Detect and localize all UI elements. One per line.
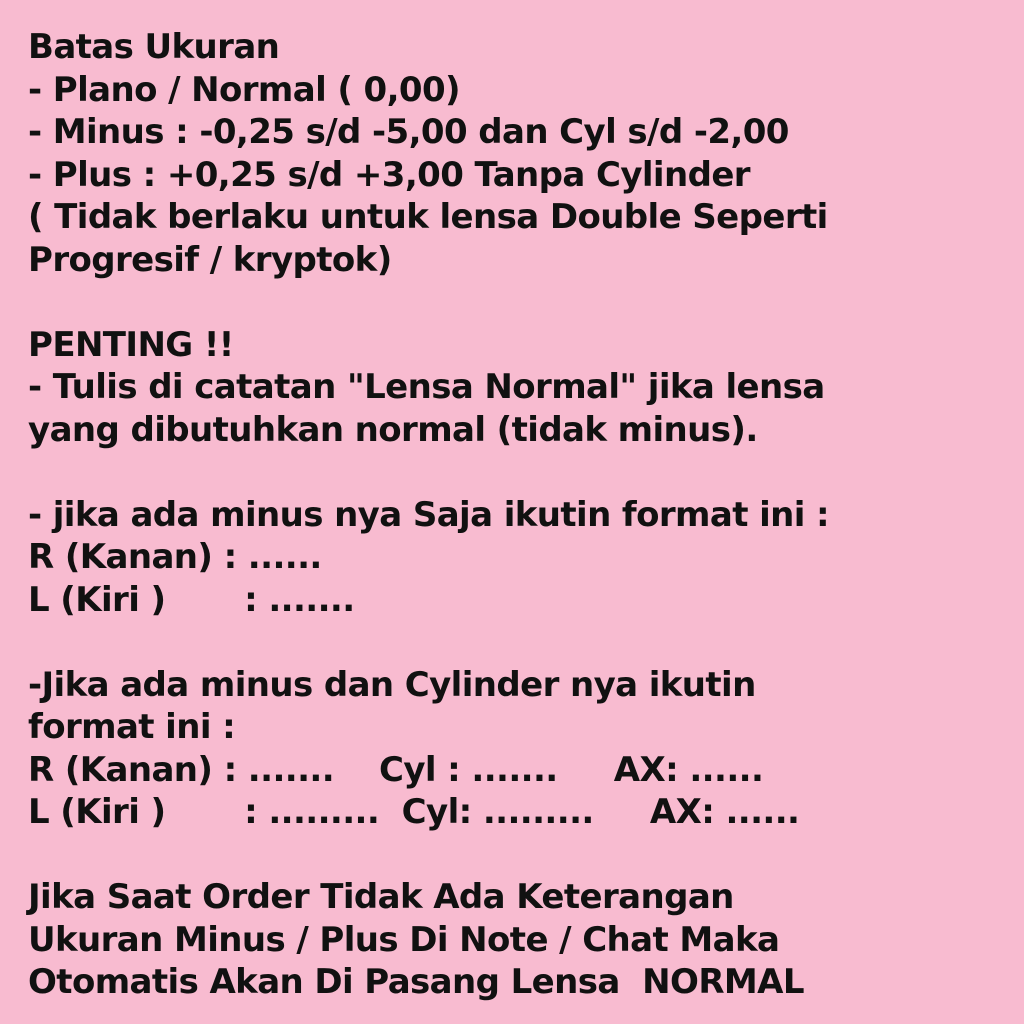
minus-cyl-left: L (Kiri ) : ......... Cyl: ......... AX: ...... — [28, 792, 800, 832]
limit-minus: - Minus : -0,25 s/d -5,00 dan Cyl s/d -2,00 — [28, 112, 789, 152]
spacer — [28, 281, 1024, 324]
limit-plus: - Plus : +0,25 s/d +3,00 Tanpa Cylinder — [28, 154, 750, 195]
default-note-line-3: Otomatis Akan Di Pasang Lensa NORMAL — [28, 962, 804, 1002]
spacer — [28, 621, 1024, 664]
limit-plano: - Plano / Normal ( 0,00) — [28, 69, 460, 110]
limit-note-line-1: ( Tidak berlaku untuk lensa Double Seperti — [28, 197, 828, 237]
limit-note-line-2: Progresif / kryptok) — [28, 239, 392, 280]
spacer — [28, 451, 1024, 494]
important-normal-line-1: - Tulis di catatan "Lensa Normal" jika lensa — [28, 367, 825, 407]
minus-only-intro: - jika ada minus nya Saja ikutin format ini : — [28, 494, 830, 535]
minus-cyl-intro-line-1: -Jika ada minus dan Cylinder nya ikutin — [28, 664, 756, 705]
spacer — [28, 834, 1024, 877]
minus-cyl-intro-line-2: format ini : — [28, 707, 236, 747]
important-title: PENTING !! — [28, 324, 234, 365]
default-note-line-2: Ukuran Minus / Plus Di Note / Chat Maka — [28, 919, 780, 960]
limits-title: Batas Ukuran — [28, 27, 280, 67]
minus-only-right: R (Kanan) : ...... — [28, 537, 322, 577]
minus-only-left: L (Kiri ) : ....... — [28, 579, 355, 620]
important-normal-line-2: yang dibutuhkan normal (tidak minus). — [28, 409, 758, 450]
minus-cyl-right: R (Kanan) : ....... Cyl : ....... AX: ...... — [28, 749, 764, 790]
default-note-line-1: Jika Saat Order Tidak Ada Keterangan — [28, 877, 734, 917]
